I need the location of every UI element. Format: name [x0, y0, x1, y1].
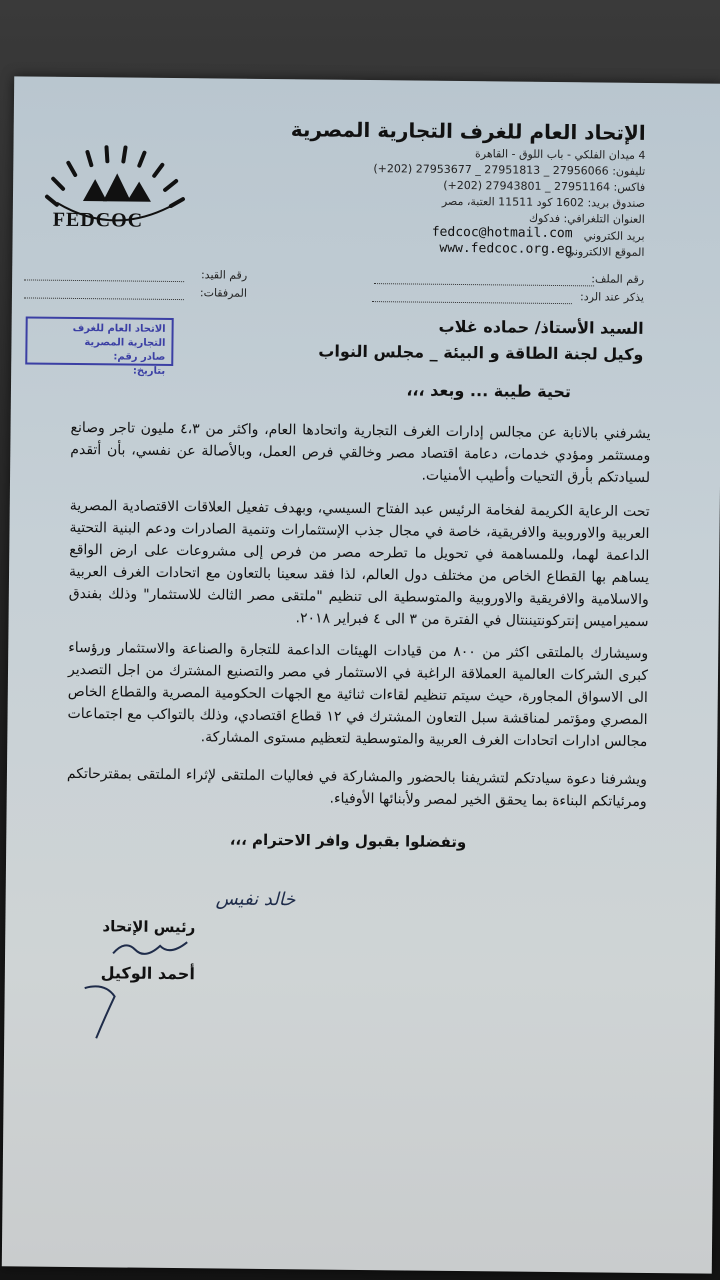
- paragraph-4: ويشرفنا دعوة سيادتكم لتشريفنا بالحضور والمشاركة في فعاليات الملتقى لإثراء الملتقى بمقترحاتكم ومرئياتكم البناءة بما يحقق الخير لمصر ولأبنائها الأوفياء.: [66, 765, 648, 810]
- attachments-line: [24, 297, 184, 300]
- entry-number-line: [24, 279, 184, 282]
- outgoing-stamp: [25, 316, 173, 377]
- paragraph-3: وسيشارك بالملتقى اكثر من ٨٠٠ من قيادات الهيئات الداعمة للتجارة والصناعة والاستثمار ورؤساء كبرى الشركات العالمية العملاقة الراغبة في الاستثمار في مصر والتصنيع المشترك من اجل التصدير الى الاسواق المجاورة، حيث سيتم تنظيم لقاءات ثنائية مع الجهات الحكومية المصرية والقطاع الخاص المصري ومؤتمر لمناقشة سبل التعاون المشترك في ١٢ قطاع اقتصادي، وذلك بالتواكب مع اجتماعات مجالس ادارات اتحادات الغرف العربية والمتوسطية لتعظيم مستوى المشاركة.: [67, 639, 649, 750]
- org-fax: فاكس: 27951164 _ 27943801 (202+): [443, 178, 646, 194]
- website-url: www.fedcoc.org.eg: [439, 240, 573, 258]
- org-po-box: صندوق بريد: 1602 كود 11511 العتبة، مصر: [441, 194, 646, 210]
- org-telegraph: العنوان التلغرافي: فدكوك: [528, 211, 645, 226]
- reply-ref-line: [372, 301, 572, 304]
- org-phone: تليفون: 27956066 _ 27951813 _ 27953677 (202+): [373, 162, 646, 178]
- stamp-org: الاتحاد العام للغرف التجارية المصرية: [72, 322, 166, 349]
- file-number-label: رقم الملف:: [591, 272, 645, 286]
- stamp-number: صادر رقم:: [113, 351, 166, 363]
- greeting: تحية طيبة ... وبعد ،،،: [406, 380, 572, 402]
- signature-stroke-icon: [74, 982, 135, 1043]
- org-name: الإتحاد العام للغرف التجارية المصرية: [290, 117, 646, 145]
- paragraph-1: يشرفني بالانابة عن مجالس إدارات الغرف التجارية واتحادها العام، واكثر من ٤،٣ مليون تاجر وصانع ومستثمر ومؤدي خدمات، دعامة اقتصاد مصر وخالقي فرص العمل، وبالأصالة عن نفسي، بأن أتقدم لسيادتكم بأرق التحيات وأطيب الأمنيات.: [70, 419, 651, 486]
- org-address: 4 ميدان الفلكي - باب اللوق - القاهرة: [475, 147, 646, 162]
- letter-page: [2, 76, 720, 1273]
- addressee-title: وكيل لجنة الطاقة و البيئة _ مجلس النواب: [318, 341, 644, 364]
- logo-text: FEDCOC: [52, 208, 144, 232]
- file-number-line: [374, 283, 594, 286]
- closing: وتفضلوا بقبول وافر الاحترام ،،،: [229, 830, 467, 852]
- reply-ref-label: يذكر عند الرد:: [580, 290, 645, 304]
- stamp-date: بتاريخ:: [132, 365, 166, 377]
- signature-block: [24, 916, 195, 1047]
- signature-scribble-icon: [105, 935, 195, 960]
- signature-title: رئيس الإتحاد: [102, 917, 196, 937]
- handwritten-note: خالد نفيس: [215, 888, 296, 911]
- paragraph-2: تحت الرعاية الكريمة لفخامة الرئيس عبد الفتاح السيسي، وبهدف تفعيل العلاقات الاقتصادية المصرية العربية والاوروبية والافريقية، خاصة في مجال جذب الإستثمارات وتنمية الصادرات ودعم البنية التحتية الداعمة لهما، وللمساهمة في تحويل ما تطرحه مصر من فرص إلى مشروعات على ارض الواقع يساهم بها القطاع الخاص من مختلف دول العالم، لذا فقد سعينا بالتعاون مع اتحادات الغرف العربية والاسلامية والافريقية والاوروبية والمتوسطية الى تنظيم "ملتقى مصر الثالث للاستثمار" وذلك بفندق سميراميس إنتركونتيننتال في الفترة من ٣ الى ٤ فبراير ٢٠١٨.: [68, 497, 650, 630]
- attachments-label: المرفقات:: [199, 286, 248, 300]
- email-label: بريد الكتروني: [583, 229, 645, 243]
- addressee-name: السيد الأستاذ/ حماده غلاب: [438, 316, 644, 338]
- website-label: الموقع الالكتروني: [565, 245, 645, 259]
- email-address: fedcoc@hotmail.com: [431, 224, 573, 242]
- entry-number-label: رقم القيد:: [200, 268, 248, 282]
- signature-name: أحمد الوكيل: [100, 963, 195, 984]
